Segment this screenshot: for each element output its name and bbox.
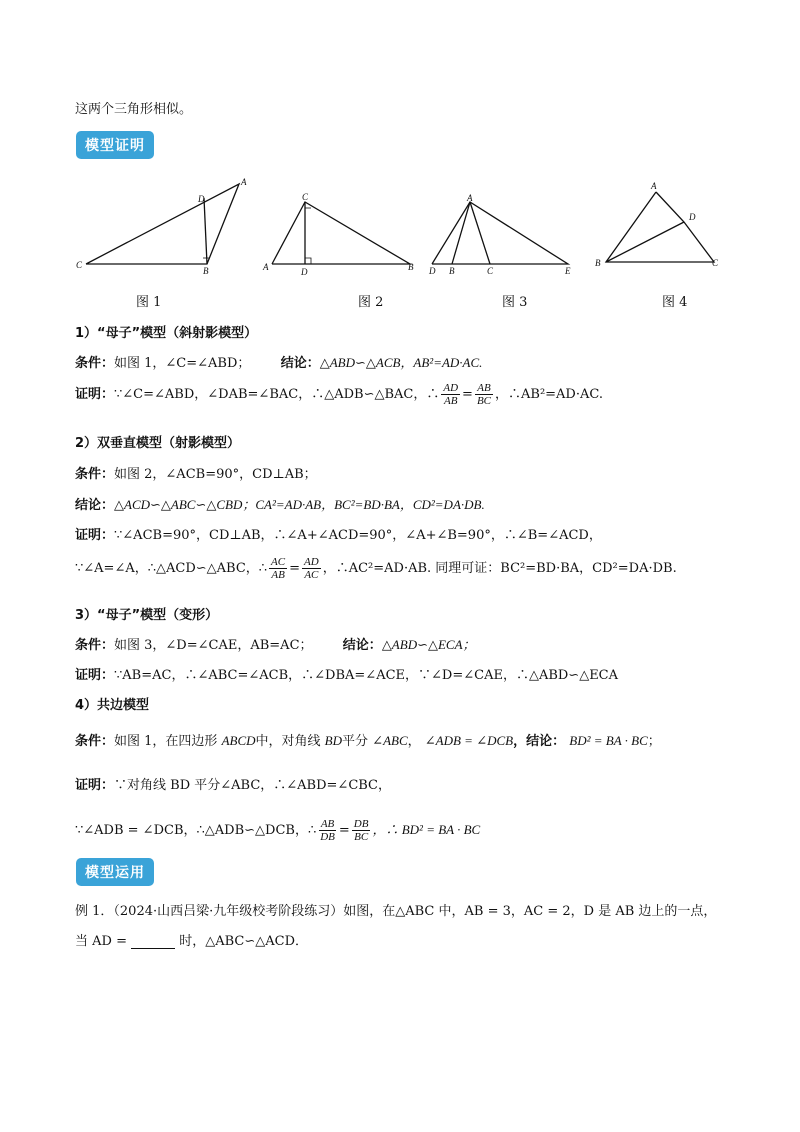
section-1-title: 1）“母子”模型（斜射影模型） bbox=[75, 326, 258, 341]
fig3-label-e: E bbox=[565, 266, 571, 276]
figure-1 bbox=[72, 174, 252, 278]
section-3-proof bbox=[75, 664, 618, 683]
figure-2 bbox=[262, 190, 422, 280]
text: BD² = BA · BC bbox=[569, 733, 648, 748]
text: ，∴ BD² = BA · BC bbox=[372, 822, 481, 837]
fig3-label-c: C bbox=[487, 266, 494, 276]
section-2-proof-2: ∵∠A=∠A，∴△ACD∽△ABC，∴ $\frac{AC}{AB}$ = $\frac{AD}{AC}$ ，∴AC²=AD·AB. 同理可证：BC²=BD·BA，CD²=DA·DB. bbox=[75, 556, 677, 581]
caption-fig2: 图 2 bbox=[358, 295, 384, 310]
section-3-title: 3）“母子”模型（变形） bbox=[75, 608, 219, 623]
section-2-condition bbox=[75, 463, 317, 482]
section-2-proof-1 bbox=[75, 524, 602, 543]
fraction: $\frac{AC}{AB}$ bbox=[271, 556, 286, 581]
text: 如图 3，∠D=∠CAE，AB=AC； bbox=[114, 638, 313, 653]
label: 条件： bbox=[75, 638, 115, 653]
fig2-label-d: D bbox=[301, 267, 308, 277]
intro-text: 这两个三角形相似。 bbox=[75, 102, 193, 117]
text: ∵∠ADB = ∠DCB，∴△ADB∽△DCB，∴ bbox=[75, 823, 317, 838]
section-4-proof-2: ∵∠ADB = ∠DCB，∴△ADB∽△DCB，∴ $\frac{AB}{DB}$ = $\frac{DB}{BC}$ ，∴ BD² = BA · BC bbox=[75, 818, 481, 843]
label: 证明： bbox=[75, 778, 115, 793]
caption-fig4: 图 4 bbox=[662, 295, 688, 310]
text: ∵∠A=∠A，∴△ACD∽△ABC，∴ bbox=[75, 561, 268, 576]
example-1-line-2 bbox=[75, 930, 308, 949]
text: 中，对角线 bbox=[255, 734, 321, 749]
fig4-label-b: B bbox=[595, 258, 601, 268]
figure-3 bbox=[426, 192, 586, 280]
text: 平分 bbox=[342, 734, 369, 749]
text: ∵AB=AC，∴∠ABC=∠ACB，∴∠DBA=∠ACE，∵∠D=∠CAE，∴△ABD∽△ECA bbox=[114, 668, 619, 683]
fig1-label-b: B bbox=[203, 266, 209, 276]
text: ，∴AB²=AD·AC. bbox=[495, 387, 603, 402]
text: △ACD∽△ABC∽△CBD；CA²=AD·AB，BC²=BD·BA，CD²=DA·DB. bbox=[114, 497, 485, 512]
text: BD bbox=[324, 733, 343, 748]
fig4-label-c: C bbox=[712, 258, 719, 268]
label: 条件： bbox=[75, 467, 115, 482]
fraction: $\frac{AB}{BC}$ bbox=[476, 382, 491, 407]
answer-blank[interactable] bbox=[131, 936, 175, 949]
model-apply-badge: 模型运用 bbox=[76, 858, 154, 886]
fig3-label-b: B bbox=[449, 266, 455, 276]
text: △ABD∽△ACB，AB²=AD·AC. bbox=[319, 355, 483, 370]
label: 结论： bbox=[280, 356, 320, 371]
label: 结论： bbox=[342, 638, 382, 653]
fig4-label-a: A bbox=[651, 181, 657, 191]
section-1-condition bbox=[75, 352, 482, 371]
fig4-label-d: D bbox=[689, 212, 696, 222]
text: 如图 2，∠ACB=90°，CD⊥AB； bbox=[114, 467, 317, 482]
fig3-label-d: D bbox=[429, 266, 436, 276]
text: ∵∠ACB=90°，CD⊥AB，∴∠A+∠ACD=90°，∠A+∠B=90°，∴∠B=∠ACD， bbox=[114, 528, 602, 543]
label: 条件： bbox=[75, 734, 115, 749]
label: 证明： bbox=[75, 668, 115, 683]
fraction: $\frac{AB}{DB}$ bbox=[320, 818, 335, 843]
text: 当 AD = bbox=[75, 934, 127, 949]
fraction: $\frac{AD}{AC}$ bbox=[304, 556, 319, 581]
label: 证明： bbox=[75, 528, 115, 543]
section-4-condition: 条件：如图 1，在四边形 ABCD中，对角线 BD平分 ∠ABC， ∠ADB = ∠DCB，结论： BD² = BA · BC； bbox=[75, 733, 661, 749]
fraction: $\frac{DB}{BC}$ bbox=[353, 818, 369, 843]
fig1-label-c: C bbox=[76, 260, 83, 270]
section-2-title: 2）双垂直模型（射影模型） bbox=[75, 436, 241, 451]
text: ∵∠C=∠ABD，∠DAB=∠BAC，∴△ADB∽△BAC，∴ bbox=[114, 387, 440, 402]
text: ∵对角线 BD 平分∠ABC，∴∠ABD=∠CBC， bbox=[114, 778, 392, 793]
figure-4 bbox=[590, 176, 730, 276]
fig1-label-a: A bbox=[241, 177, 247, 187]
text: △ABD∽△ECA； bbox=[381, 637, 476, 652]
example-1-line-1: 例 1．（2024·山西吕梁·九年级校考阶段练习）如图，在△ABC 中，AB = 3，AC = 2，D 是 AB 边上的一点， bbox=[75, 904, 717, 919]
label: 条件： bbox=[75, 356, 115, 371]
fig1-label-d: D bbox=[198, 194, 205, 204]
fraction: $\frac{AD}{AB}$ bbox=[443, 382, 459, 407]
section-3-condition bbox=[75, 634, 476, 653]
section-4-proof-1 bbox=[75, 774, 391, 793]
caption-fig1: 图 1 bbox=[136, 295, 162, 310]
text: ∠ABC bbox=[372, 733, 408, 748]
text: ，∴AC²=AD·AB. 同理可证：BC²=BD·BA，CD²=DA·DB. bbox=[322, 561, 677, 576]
fig2-label-b: B bbox=[408, 262, 414, 272]
fig2-label-c: C bbox=[302, 192, 309, 202]
label: 结论： bbox=[75, 498, 115, 513]
fig2-label-a: A bbox=[263, 262, 269, 272]
section-2-conclusion bbox=[75, 494, 485, 513]
caption-fig3: 图 3 bbox=[502, 295, 528, 310]
text: 时，△ABC∽△ACD． bbox=[179, 934, 309, 949]
text: ∠ADB = ∠DCB bbox=[424, 733, 514, 748]
text: ABCD bbox=[221, 733, 256, 748]
section-1-proof: 证明：∵∠C=∠ABD，∠DAB=∠BAC，∴△ADB∽△BAC，∴ $\frac{AD}{AB}$ = $\frac{AB}{BC}$ ，∴AB²=AD·AC. bbox=[75, 382, 603, 407]
model-proof-badge: 模型证明 bbox=[76, 131, 154, 159]
label: ，结论： bbox=[513, 734, 566, 749]
fig3-label-a: A bbox=[467, 193, 473, 203]
label: 证明： bbox=[75, 387, 115, 402]
section-4-title: 4）共边模型 bbox=[75, 698, 150, 713]
text: 如图 1，∠C=∠ABD； bbox=[114, 356, 251, 371]
text: 如图 1，在四边形 bbox=[114, 734, 218, 749]
